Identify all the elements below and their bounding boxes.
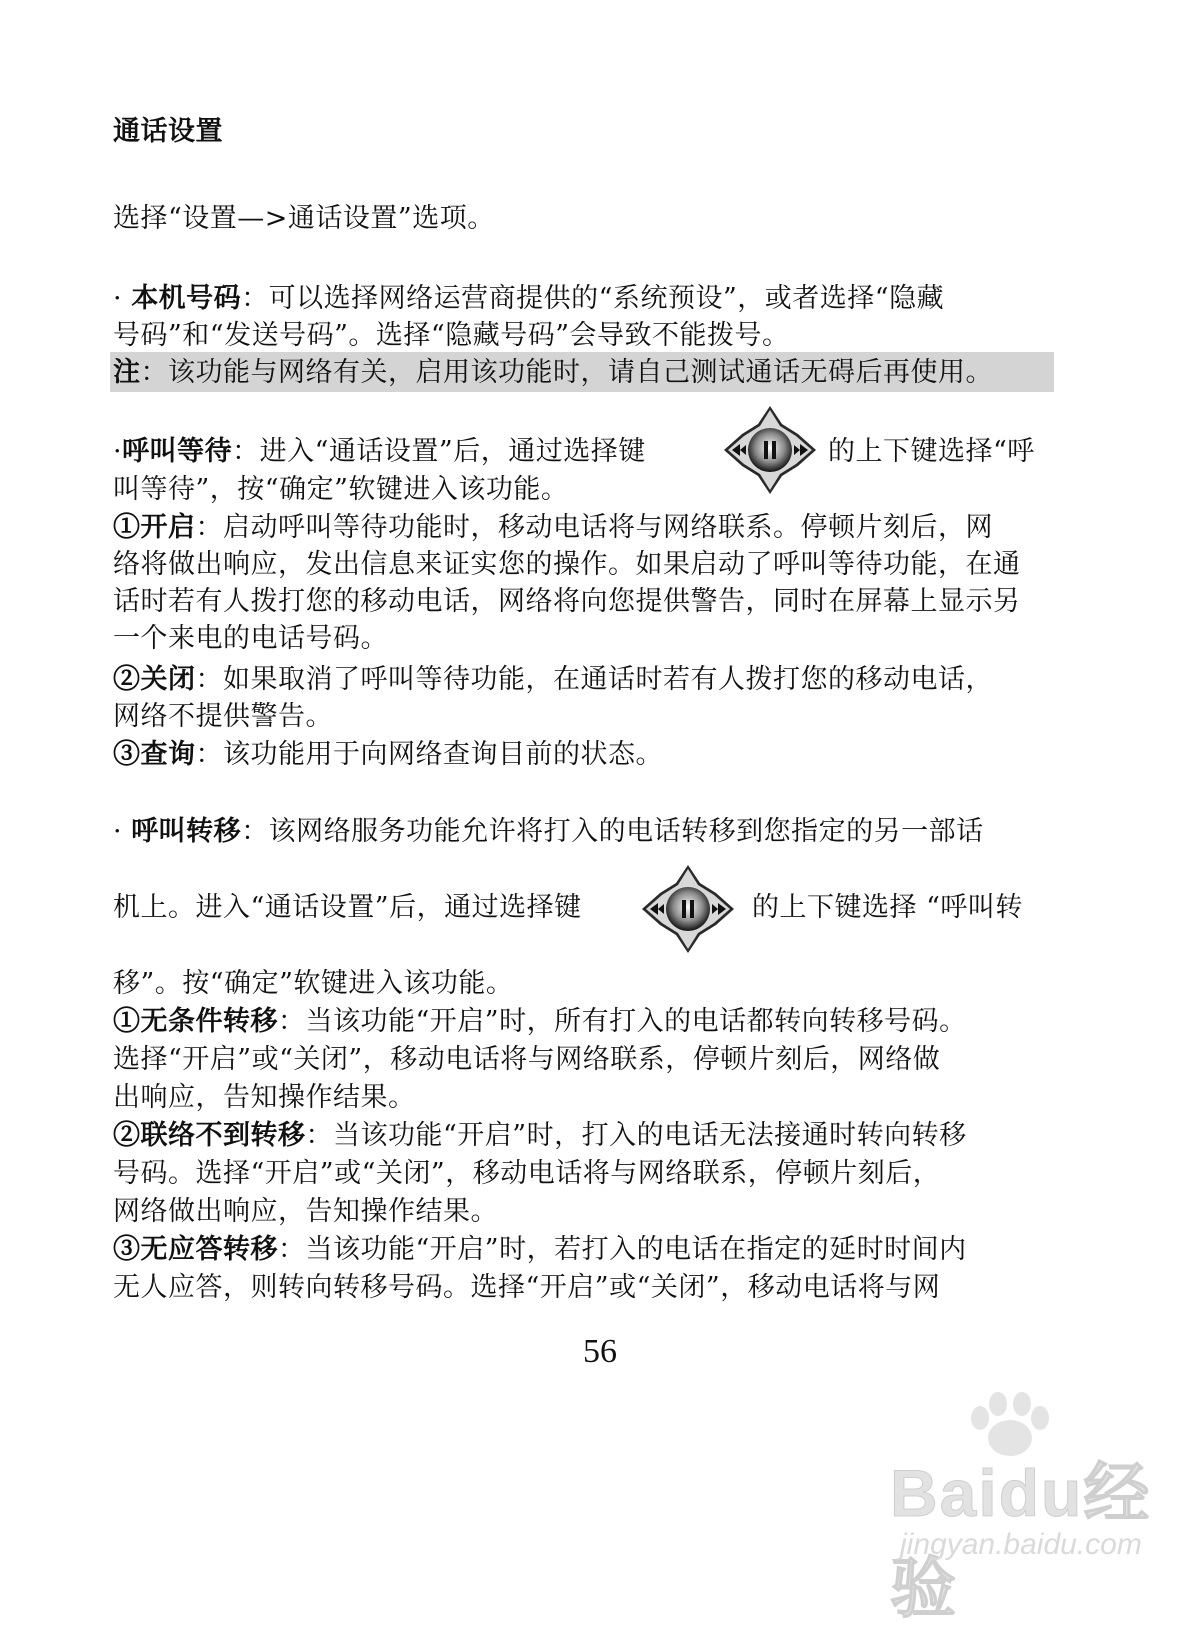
bullet: · [113,816,123,847]
cf-option-2-line-1 [113,1118,967,1154]
call-forward-line-3: 移”。按“确定”软键进入该功能。 [113,968,514,999]
own-number-text-1: ：可以选择网络运营商提供的“系统预设”，或者选择“隐藏 [241,283,945,314]
watermark-brand: Baidu经验 [890,1456,1152,1625]
cw-option-3-line-1 [113,737,663,773]
cw-option-1-line-3: 话时若有人拨打您的移动电话，网络将向您提供警告，同时在屏幕上显示另 [113,586,1021,617]
call-waiting-line-2: 叫等待”，按“确定”软键进入该功能。 [113,474,569,505]
cw-option-3-text-1: ：该功能用于向网络查询目前的状态。 [195,739,663,770]
note-line [113,355,993,391]
call-waiting-text-1a: ：进入“通话设置”后，通过选择键 [232,436,646,467]
cf-option-2-line-2: 号码。选择“开启”或“关闭”，移动电话将与网络联系，停顿片刻后， [113,1158,941,1189]
call-waiting-line-1a [113,434,646,470]
cf-option-1-line-3: 出响应，告知操作结果。 [113,1082,416,1113]
cf-option-2-line-3: 网络做出响应，告知操作结果。 [113,1196,498,1227]
cf-option-3-text-1: ：当该功能“开启”时，若打入的电话在指定的延时时间内 [278,1234,967,1265]
call-forward-line-1 [113,814,984,850]
note-label: 注 [113,357,141,388]
cw-option-1-line-4: 一个来电的电话号码。 [113,623,388,654]
call-waiting-text-1b: 的上下键选择“呼 [828,436,1035,467]
cw-option-2-line-2: 网络不提供警告。 [113,701,333,732]
own-number-label: 本机号码 [131,283,242,314]
own-number-line-2: 号码”和“发送号码”。选择“隐藏号码”会导致不能拨号。 [113,320,790,351]
watermark-url: jingyan.baidu.com [900,1528,1142,1561]
cf-option-1-label: ①无条件转移 [113,1006,278,1037]
call-forward-label: 呼叫转移 [131,816,242,847]
cw-option-1-line-1 [113,510,993,546]
call-forward-line-2a: 机上。进入“通话设置”后，通过选择键 [113,892,582,923]
cw-option-2-label: ②关闭 [113,664,196,695]
cf-option-3-line-1 [113,1232,967,1268]
cf-option-2-label: ②联络不到转移 [113,1120,306,1151]
cw-option-3-label: ③查询 [113,739,196,770]
call-forward-text-2b: 的上下键选择 “呼叫转 [752,892,1023,923]
cw-option-1-label: ①开启 [113,512,196,543]
call-forward-text-1: ：该网络服务功能允许将打入的电话转移到您指定的另一部话 [241,816,984,847]
cf-option-2-text-1: ：当该功能“开启”时，打入的电话无法接通时转向转移 [305,1120,967,1151]
baidu-watermark [860,1390,1160,1625]
call-waiting-label: 呼叫等待 [122,436,233,467]
page-number: 56 [583,1333,617,1370]
cf-option-1-line-2: 选择“开启”或“关闭”，移动电话将与网络联系，停顿片刻后，网络做 [113,1044,941,1075]
cf-option-1-text-1: ：当该功能“开启”时，所有打入的电话都转向转移号码。 [278,1006,967,1037]
bullet: · [113,436,123,467]
cw-option-2-line-1 [113,662,993,698]
own-number-line-1 [113,281,944,317]
nav-key-icon [640,863,736,955]
intro-text: 选择“设置—>通话设置”选项。 [113,203,495,234]
cw-option-1-text-1: ：启动呼叫等待功能时，移动电话将与网络联系。停顿片刻后，网 [195,512,993,543]
cw-option-1-line-2: 络将做出响应，发出信息来证实您的操作。如果启动了呼叫等待功能，在通 [113,549,1021,580]
note-text: ：该功能与网络有关，启用该功能时，请自己测试通话无碍后再使用。 [140,357,993,388]
bullet: · [113,283,123,314]
cf-option-1-line-1 [113,1004,967,1040]
nav-key-icon [722,404,818,496]
cw-option-2-text-1: ：如果取消了呼叫等待功能，在通话时若有人拨打您的移动电话， [195,664,993,695]
cf-option-3-line-2: 无人应答，则转向转移号码。选择“开启”或“关闭”，移动电话将与网 [113,1272,941,1303]
cf-option-3-label: ③无应答转移 [113,1234,278,1265]
page-title: 通话设置 [113,116,223,147]
